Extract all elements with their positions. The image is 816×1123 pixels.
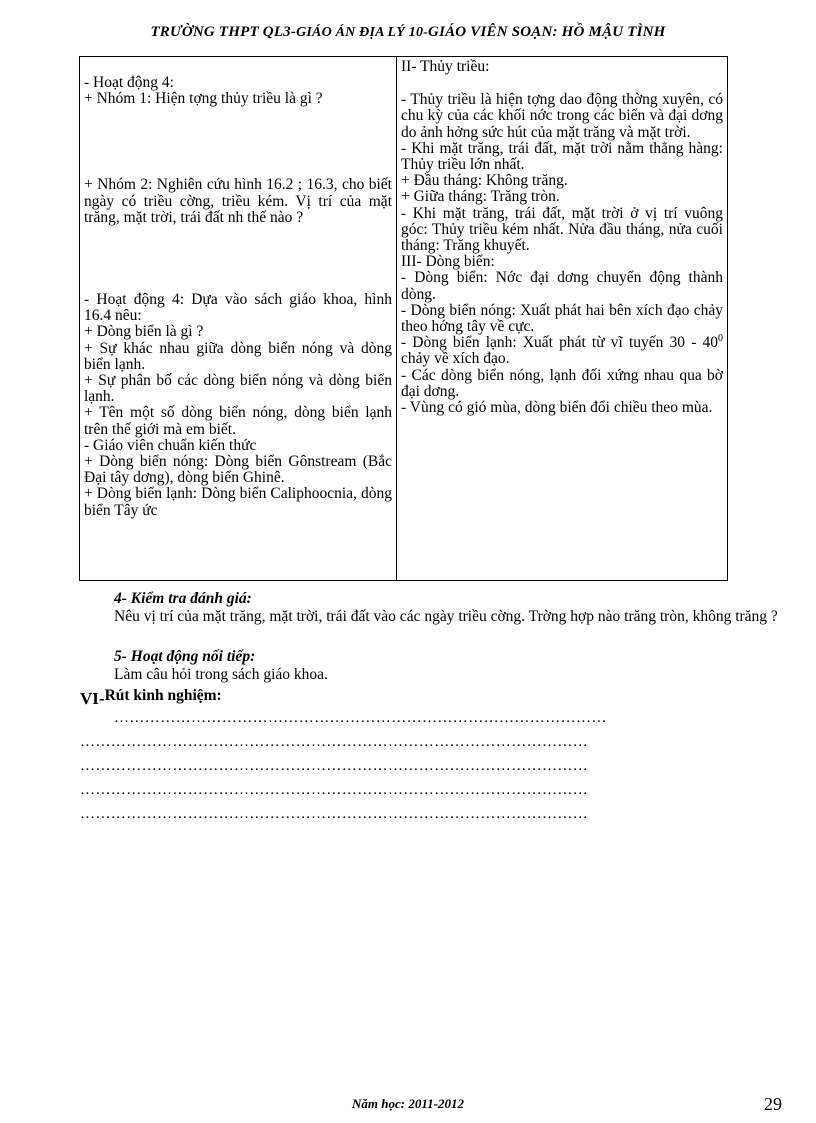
lesson-table — [79, 56, 728, 581]
cold-current-origin: - Dòng biển lạnh: Xuất phát từ vĩ tuyến $30 - 40^0$ chảy về xích đạo. — [401, 333, 723, 368]
header-subject: GIÁO ÁN ĐỊA LÝ 10- — [296, 25, 429, 40]
notes-line-3: ……………………………………………………………………………………… — [80, 758, 589, 774]
section-6-title: VI-Rút kinh nghiệm: — [80, 687, 222, 708]
tides-alignment: - Khi mặt trăng, trái đất, mặt trời nằm thẳng hàng: Thủy triều lớn nhất. — [401, 139, 723, 174]
tides-heading: II- Thủy triều: — [401, 58, 490, 75]
notes-line-2: ……………………………………………………………………………………… — [80, 734, 589, 750]
currents-definition: - Dòng biển: Nớc đại dơng chuyển động thành dòng. — [401, 269, 723, 303]
footer-school-year: Năm học: 2011-2012 — [352, 1096, 464, 1111]
notes-line-1: …………………………………………………………………………………… — [114, 710, 607, 726]
header-school: TRƯỜNG THPT QL3- — [150, 24, 297, 40]
teacher-summary: - Giáo viên chuẩn kiến thức — [84, 436, 257, 454]
currents-symmetry: - Các dòng biển nóng, lạnh đối xứng nhau qua bờ đại dơng. — [401, 366, 723, 400]
header-teacher: GIÁO VIÊN SOẠN: HỒ MẬU TÌNH — [428, 24, 666, 40]
tides-month-start: + Đầu tháng: Không trăng. — [401, 172, 568, 190]
tides-month-mid: + Giữa tháng: Trăng tròn. — [401, 188, 560, 206]
notes-line-5: ……………………………………………………………………………………… — [80, 806, 589, 822]
page-header — [0, 24, 816, 41]
group-2-question: + Nhóm 2: Nghiên cứu hình 16.2 ; 16.3, cho biết ngày có triều cờng, triều kém. Vị trí của mặt trăng, mặt trời, trái đất nh thế nào ? — [84, 176, 392, 226]
notes-line-4: ……………………………………………………………………………………… — [80, 782, 589, 798]
warm-currents: + Dòng biển nóng: Dòng biển Gônstream (Bắc Đại tây dơng), dòng biển Ghinê. — [84, 453, 392, 487]
group-1-question: + Nhóm 1: Hiện tợng thủy triều là gì ? — [84, 90, 323, 108]
question-names: + Tên một số dòng biển nóng, dòng biển lạnh trên thế giới mà em biết. — [84, 404, 392, 438]
page-number: 29 — [764, 1094, 782, 1114]
question-what-is-current: + Dòng biển là gì ? — [84, 323, 204, 341]
monsoon-currents: - Vùng có gió mùa, dòng biển đổi chiều theo mùa. — [401, 399, 713, 417]
section-5-title: 5- Hoạt động nối tiếp: — [114, 648, 256, 665]
table-row — [80, 57, 728, 581]
warm-current-origin: - Dòng biển nóng: Xuất phát hai bên xích đạo chảy theo hớng tây về cực. — [401, 301, 723, 336]
question-distribution: + Sự phân bố các dòng biển nóng và dòng biển lạnh. — [84, 372, 392, 406]
section-5-text: Làm câu hỏi trong sách giáo khoa. — [114, 666, 328, 683]
question-difference: + Sự khác nhau giữa dòng biển nóng và dòng biển lạnh. — [84, 339, 392, 373]
teacher-activities-cell — [80, 57, 397, 581]
tides-perpendicular: - Khi mặt trăng, trái đất, mặt trời ở vị trí vuông góc: Thủy triều kém nhất. Nửa đầu tháng, nửa cuối tháng: Trăng khuyết. — [401, 204, 723, 255]
section-4-text: Nêu vị trí của mặt trăng, mặt trời, trái đất vào các ngày triều cờng. Trờng hợp nào trăng tròn, không trăng ? — [114, 608, 778, 625]
currents-heading: III- Dòng biển: — [401, 253, 495, 271]
activity-4b-heading: - Hoạt động 4: Dựa vào sách giáo khoa, hình 16.4 nêu: — [84, 291, 392, 325]
section-4-title: 4- Kiểm tra đánh giá: — [114, 590, 252, 607]
cold-currents: + Dòng biển lạnh: Dòng biển Caliphoocnia, dòng biển Tây ức — [84, 485, 392, 519]
activity-4-heading: - Hoạt động 4: — [84, 74, 174, 91]
content-cell — [397, 57, 728, 581]
tides-definition: - Thủy triều là hiện tợng dao động thờng xuyên, có chu kỳ của các khối nớc trong các biển và đại dơng do ảnh hởng sức hút của mặt trăng và mặt trời. — [401, 91, 723, 141]
